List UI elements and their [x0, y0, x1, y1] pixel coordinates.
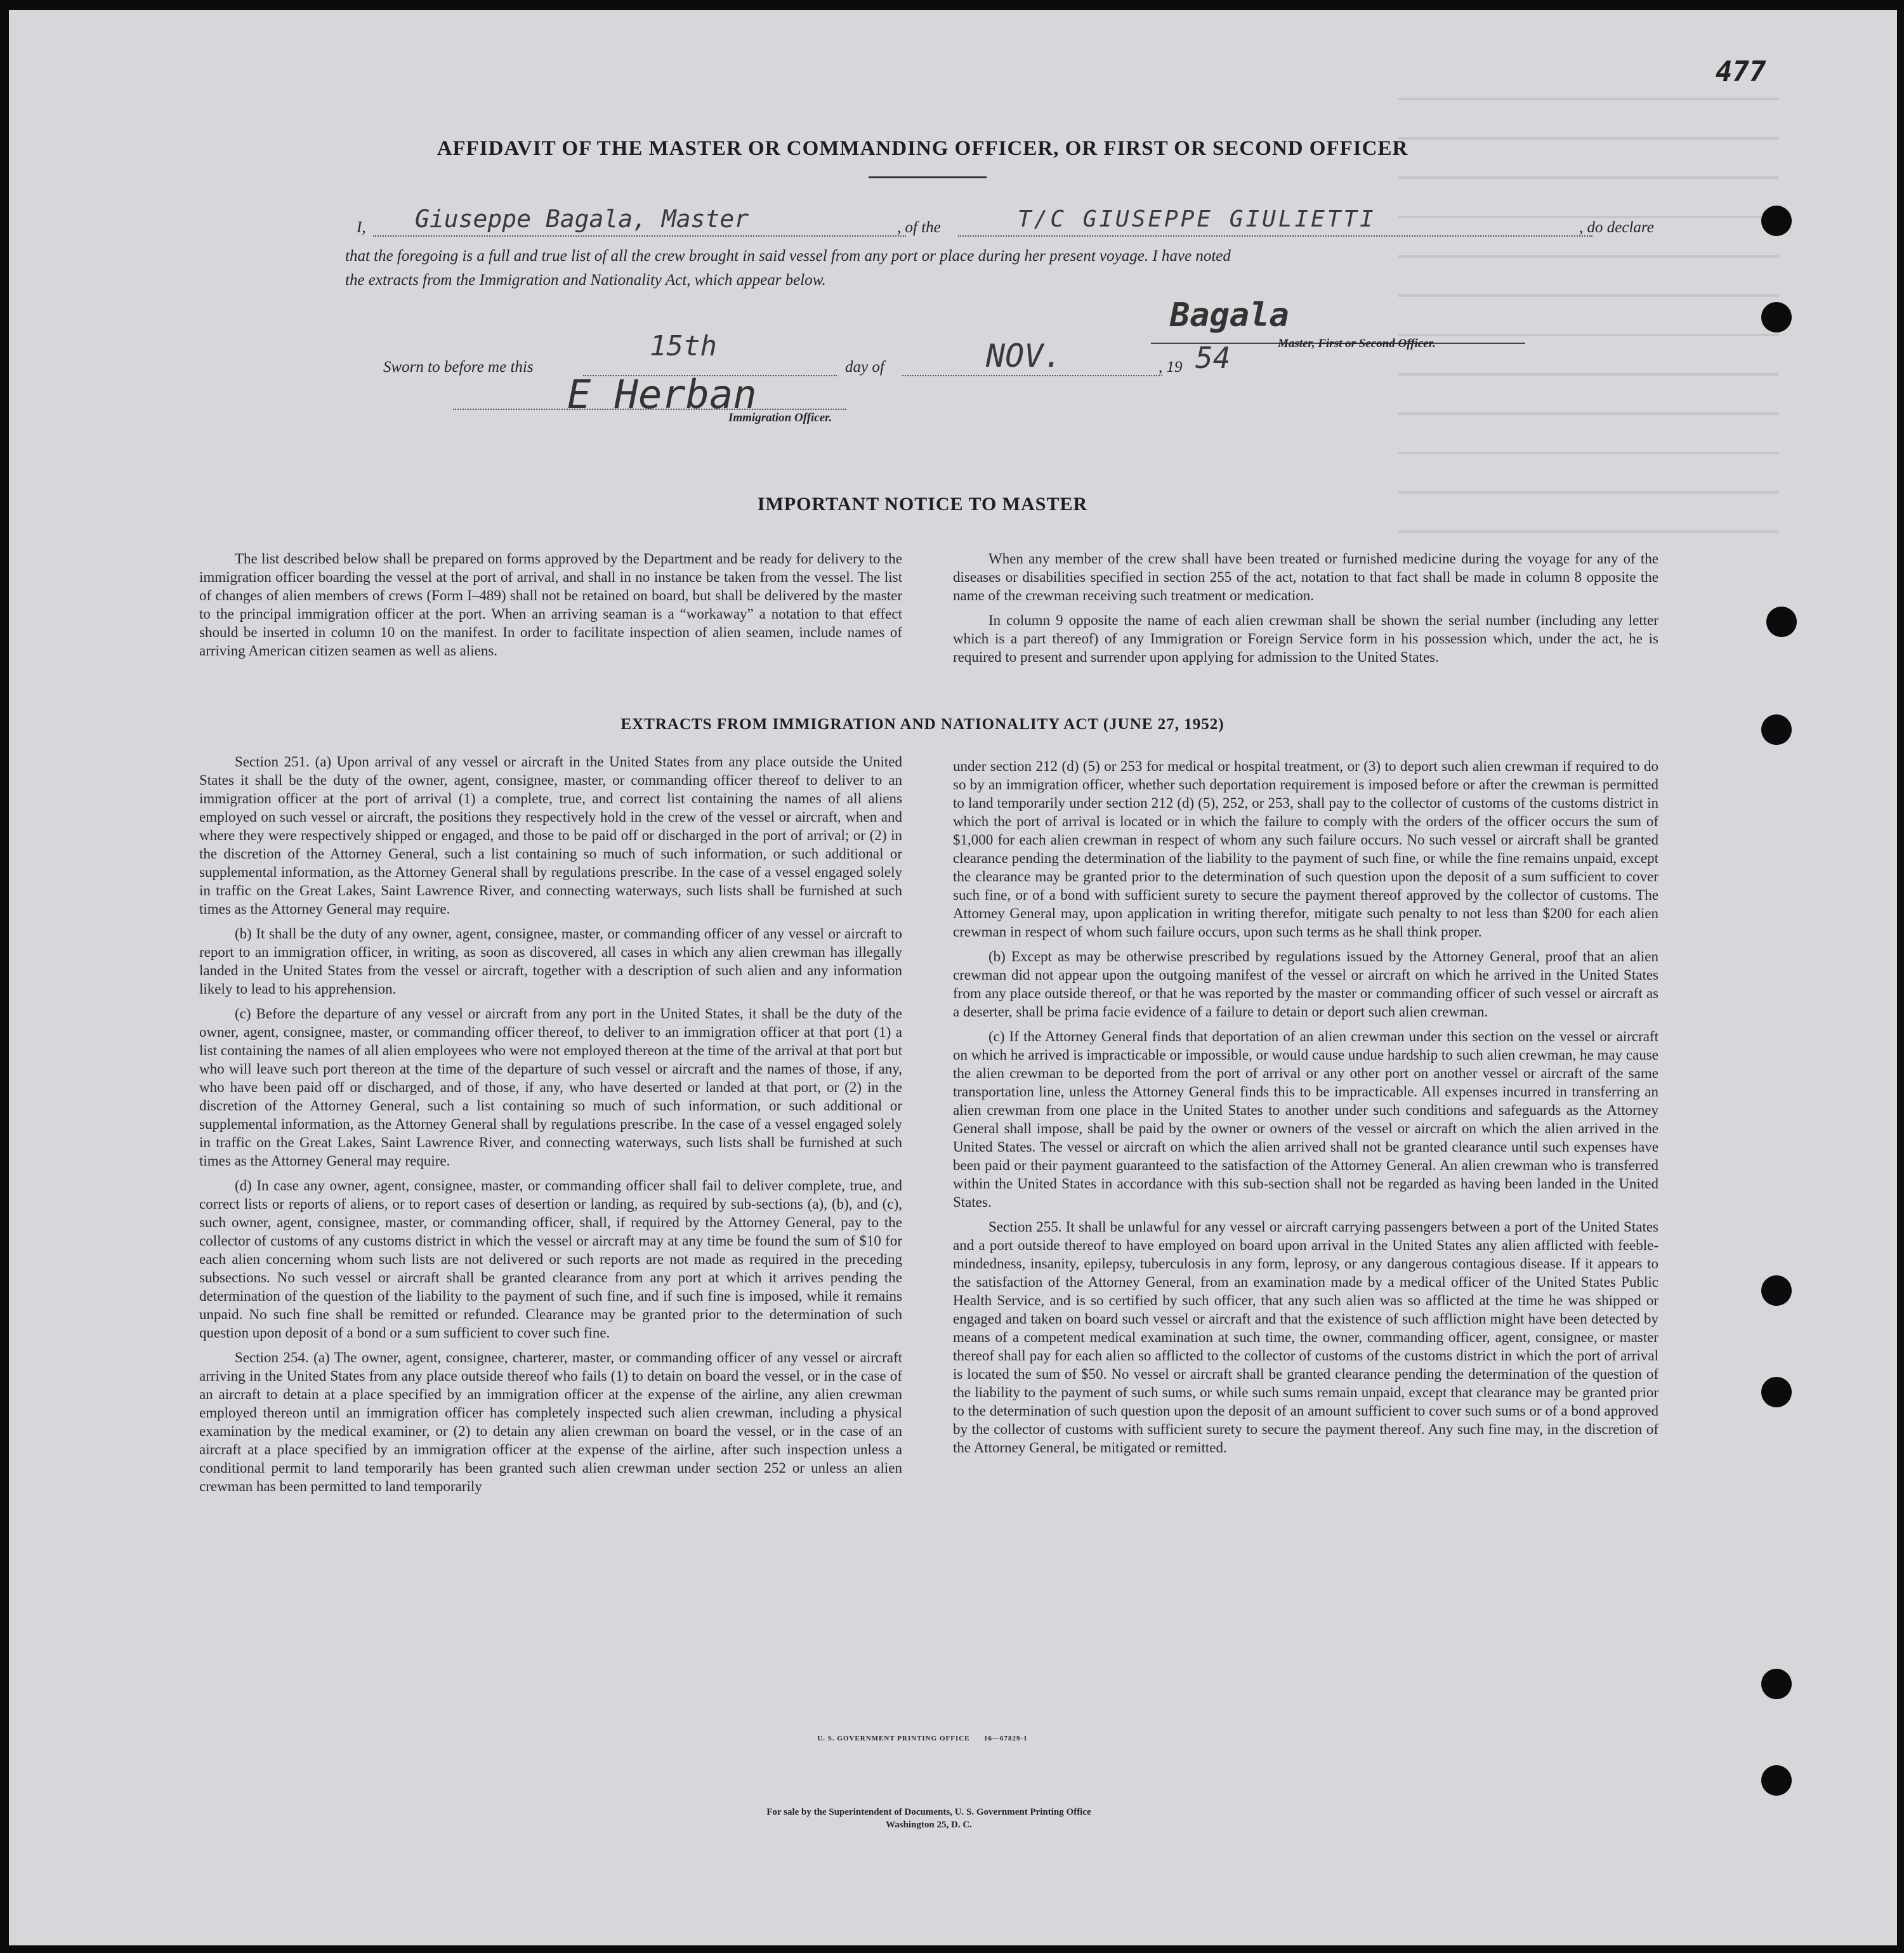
- extracts-title: EXTRACTS FROM IMMIGRATION AND NATIONALITY ACT (JUNE 27, 1952): [620, 716, 1224, 733]
- section-254c: (c) If the Attorney General finds that deportation of an alien crewman under this section on the vessel or aircraft on which he arrived is impracticable or impossible, or would cause undue hardship to such alien crewman, he may cause the alien crewman to be deported from the port of arrival or any other port on another vessel or aircraft of the same transportation line, unless the Attorney General finds this to be impracticable. All expenses incurred in transferring an alien crewman from one place in the United States to another under such conditions and safeguards as the Attorney General shall impose, shall be paid by the owner or owners of the vessel or aircraft on which the alien arrived in the United States. The vessel or aircraft on which the alien arrived shall not be granted clearance until such expenses have been paid or their payment guaranteed to the satisfaction of the Attorney General. An alien crewman who is transferred within the United States in accordance with this sub-section shall not be regarded as having been landed in the United States.: [953, 1029, 1658, 1210]
- notice-left-column: [199, 549, 902, 660]
- master-caption-end: .: [1433, 337, 1436, 350]
- bleed-through: [1398, 61, 1779, 556]
- master-caption-master: Master,: [1278, 337, 1318, 350]
- punch-hole: [1761, 206, 1792, 236]
- master-name: Giuseppe Bagala, Master: [415, 205, 749, 233]
- sale-line-1: For sale by the Superintendent of Documents, U. S. Government Printing Office: [766, 1807, 1091, 1817]
- officer-signature-line: [453, 409, 846, 410]
- of-the-label: , of the: [897, 219, 941, 236]
- sworn-month: NOV.: [986, 338, 1063, 374]
- extracts-right-column: [953, 757, 1658, 1457]
- master-caption-struck: First or Second Officer: [1318, 337, 1433, 350]
- sworn-label: Sworn to before me this: [383, 358, 534, 376]
- punch-hole: [1761, 1669, 1792, 1699]
- section-251a: Section 251. (a) Upon arrival of any vessel or aircraft in the United States from any place outside the United States it shall be the duty of the owner, agent, consignee, master, or commanding officer thereof to deliver to an immigration officer at the port of arrival (1) a complete, true, and correct list containing the names of all aliens employed on such vessel or aircraft, the positions they respectively hold in the crew of the vessel or aircraft, when and where they were respectively shipped or engaged, and those to be paid off or discharged in the port of arrival; or (2) in the discretion of the Attorney General, such a list containing so much of such information, or such additional or supplemental information, as the Attorney General shall by regulations prescribe. In the case of a vessel engaged solely in traffic on the Great Lakes, Saint Lawrence River, and connecting waterways, such lists shall be furnished at such times as the Attorney General may require.: [199, 754, 902, 917]
- master-caption: [1278, 338, 1436, 350]
- notice-right-paragraph-1: When any member of the crew shall have been treated or furnished medicine during the voyage for any of the diseases or disabilities specified in section 255 of the act, notation to that fact shall be made in column 8 opposite the name of the crewman receiving such treatment or medication.: [953, 551, 1658, 603]
- officer-caption: Immigration Officer.: [728, 411, 832, 424]
- punch-hole: [1761, 302, 1792, 332]
- vessel-line: [958, 235, 1592, 237]
- notice-left-paragraph: The list described below shall be prepared on forms approved by the Department and be ready for delivery to the immigration officer boarding the vessel at the port of arrival, and shall in no instance be taken from the vessel. The list of changes of alien members of crews (Form I–489) shall not be retained on board, but shall be delivered by the master to the principal immigration officer at the port. When an arriving seaman is a “workaway” a notation to that effect should be inserted in column 10 on the manifest. In order to facilitate inspection of alien seamen, include names of arriving American citizen seamen as well as aliens.: [199, 551, 902, 659]
- notice-right-column: [953, 549, 1658, 666]
- name-line: [373, 235, 906, 237]
- punch-hole: [1761, 1765, 1792, 1796]
- section-254b: (b) Except as may be otherwise prescribed by regulations issued by the Attorney General, proof that an alien crewman did not appear upon the outgoing manifest of the vessel or aircraft on which he arrived in the United States from any place outside thereof, or that he was reported by the master or commanding officer of such vessel or aircraft as a deserter, shall be prima facie evidence of a failure to detain or deport such alien crewman.: [953, 949, 1658, 1020]
- document-page: [9, 10, 1897, 1945]
- title-rule: [869, 176, 987, 178]
- year-suffix: 54: [1195, 341, 1231, 375]
- sale-line-2: Washington 25, D. C.: [886, 1820, 972, 1830]
- year-prefix: , 19: [1159, 358, 1183, 376]
- punch-hole: [1761, 1377, 1792, 1407]
- affidavit-line-2: that the foregoing is a full and true list of all the crew brought in said vessel from any port or place during her present voyage. I have noted: [345, 247, 1231, 265]
- section-251b: (b) It shall be the duty of any owner, agent, consignee, master, or commanding officer of any vessel or aircraft to report to an immigration officer, in writing, as soon as discovered, all cases in which any alien crewman has illegally landed in the United States from the vessel or aircraft, together with a description of such alien and any information likely to lead to his apprehension.: [199, 926, 902, 997]
- section-255: Section 255. It shall be unlawful for any vessel or aircraft carrying passengers between a port of the United States and a port outside thereof to have employed on board upon arrival in the United States any alien afflicted with feeble-mindedness, insanity, epilepsy, tuberculosis in any form, leprosy, or any dangerous contagious disease. If it appears to the satisfaction of the Attorney General, from an examination made by a medical officer of the United States Public Health Service, and is so certified by such officer, that any such alien was so afflicted at the time he was shipped or engaged and taken on board such vessel or aircraft and that the existence of such affliction might have been detected by means of a competent medical examination at such time, the owner, commanding officer, agent, consignee, or master thereof shall pay for each alien so afflicted to the collector of customs of the customs district in which the port of arrival is located the sum of $50. No vessel or aircraft shall be granted clearance pending the determination of the question of the liability to the payment of such sums, or while such sums remain unpaid, except that clearance may be granted prior to the determination of such question upon the deposit of an amount sufficient to cover such sums or of a bond approved by the collector of customs with sufficient surety to secure the payment thereof. Any such fine may, in the discretion of the Attorney General, be mitigated or remitted.: [953, 1219, 1658, 1456]
- extracts-left-column: [199, 753, 902, 1496]
- affidavit-prefix: I,: [357, 219, 366, 236]
- punch-hole: [1761, 714, 1792, 745]
- corner-mark: 477: [1716, 56, 1766, 88]
- section-254a: Section 254. (a) The owner, agent, consignee, charterer, master, or commanding officer of any vessel or aircraft arriving in the United States from any place outside thereof who fails (1) to detain on board the vessel, or in the case of an aircraft to detain at a place specified by an immigration officer at the expense of the airline, any alien crewman employed thereon until an immigration officer has completely inspected such alien crewman, including a physical examination by the medical examiner, or (2) to detain any alien crewman on board the vessel, or in the case of an aircraft at a place specified by an immigration officer at the expense of the airline, after such inspection unless a conditional permit to land temporarily has been granted such alien crewman under section 252 or unless an alien crewman has been permitted to land temporarily: [199, 1350, 902, 1494]
- sworn-month-line: [902, 375, 1162, 376]
- day-of-label: day of: [845, 358, 884, 376]
- section-254a-continued: under section 212 (d) (5) or 253 for medical or hospital treatment, or (3) to deport such alien crewman if required to do so by an immigration officer, whether such deportation requirement is imposed before or after the crewman is permitted to land temporarily under section 212 (d) (5), 252, or 253, shall pay to the collector of customs of the customs district in which the port of arrival is located or in which the failure to comply with the orders of the officer occurs the sum of $1,000 for each alien crewman in respect of whom any such failure occurs. No such vessel or aircraft shall be granted clearance pending the determination of the liability to the payment of such fine, or while the fine remains unpaid, except the clearance may be granted prior to the determination of such question upon the deposit of a sum sufficient to cover such fine, or of a bond with sufficient surety to secure the payment thereof approved by the collector of customs. The Attorney General may, upon application in writing therefor, mitigate such penalty to not less than $200 for each alien crewman in respect of whom such failure occurs, upon such terms as he shall think proper.: [953, 758, 1658, 940]
- punch-hole: [1766, 607, 1797, 637]
- section-251d: (d) In case any owner, agent, consignee, master, or commanding officer shall fail to deliver complete, true, and correct lists or reports of aliens, or to report cases of desertion or landing, as required by sub-sections (a), (b), and (c), such owner, agent, consignee, master, or commanding officer, shall, if required by the Attorney General, pay to the collector of customs of any customs district in which the vessel or aircraft may at any time be found the sum of $10 for each alien concerning whom such lists are not delivered or such reports are not made as required in the preceding subsections. No such vessel or aircraft shall be granted clearance from any port at which it arrives pending the determination of the question of the liability to the payment of such fine, and if such fine is imposed, while it remains unpaid. No such fine shall be remitted or refunded. Clearance may be granted prior to the determination of such question upon deposit of a bond or a sum sufficient to cover such fine.: [199, 1178, 902, 1341]
- sworn-day: 15th: [650, 330, 717, 362]
- printing-office-line: U. S. GOVERNMENT PRINTING OFFICE 16—67829-1: [817, 1735, 1028, 1742]
- affidavit-line-3: the extracts from the Immigration and Nationality Act, which appear below.: [345, 272, 826, 289]
- do-declare-label: , do declare: [1579, 219, 1654, 236]
- punch-hole: [1761, 1275, 1792, 1306]
- officer-signature: E Herban: [567, 371, 757, 418]
- notice-title: IMPORTANT NOTICE TO MASTER: [757, 494, 1088, 515]
- affidavit-title: AFFIDAVIT OF THE MASTER OR COMMANDING OFFICER, OR FIRST OR SECOND OFFICER: [437, 137, 1408, 160]
- vessel-name: T/C GIUSEPPE GIULIETTI: [1018, 206, 1376, 232]
- notice-right-paragraph-2: In column 9 opposite the name of each alien crewman shall be shown the serial number (including any letter which is a part thereof) of any Immigration or Foreign Service form in his possession which, under the act, he is required to present and surrender upon applying for admission to the United States.: [953, 612, 1658, 665]
- section-251c: (c) Before the departure of any vessel or aircraft from any port in the United States, it shall be the duty of the owner, agent, consignee, master, or commanding officer thereof, to deliver to an immigration officer at that port (1) a list containing the names of all alien employees who were not employed thereon at the time of the arrival at that port but who will leave such port thereon at the time of the departure of such vessel or aircraft and the names of those, if any, who have been paid off or discharged, and of those, if any, who have deserted or landed at that port, or (2) in the discretion of the Attorney General, such a list containing so much of such information, or such additional or supplemental information, as the Attorney General shall by regulations prescribe. In the case of a vessel engaged solely in traffic on the Great Lakes, Saint Lawrence River, and connecting waterways, such lists shall be furnished at such times as the Attorney General may require.: [199, 1006, 902, 1169]
- master-signature: Bagala: [1170, 296, 1289, 334]
